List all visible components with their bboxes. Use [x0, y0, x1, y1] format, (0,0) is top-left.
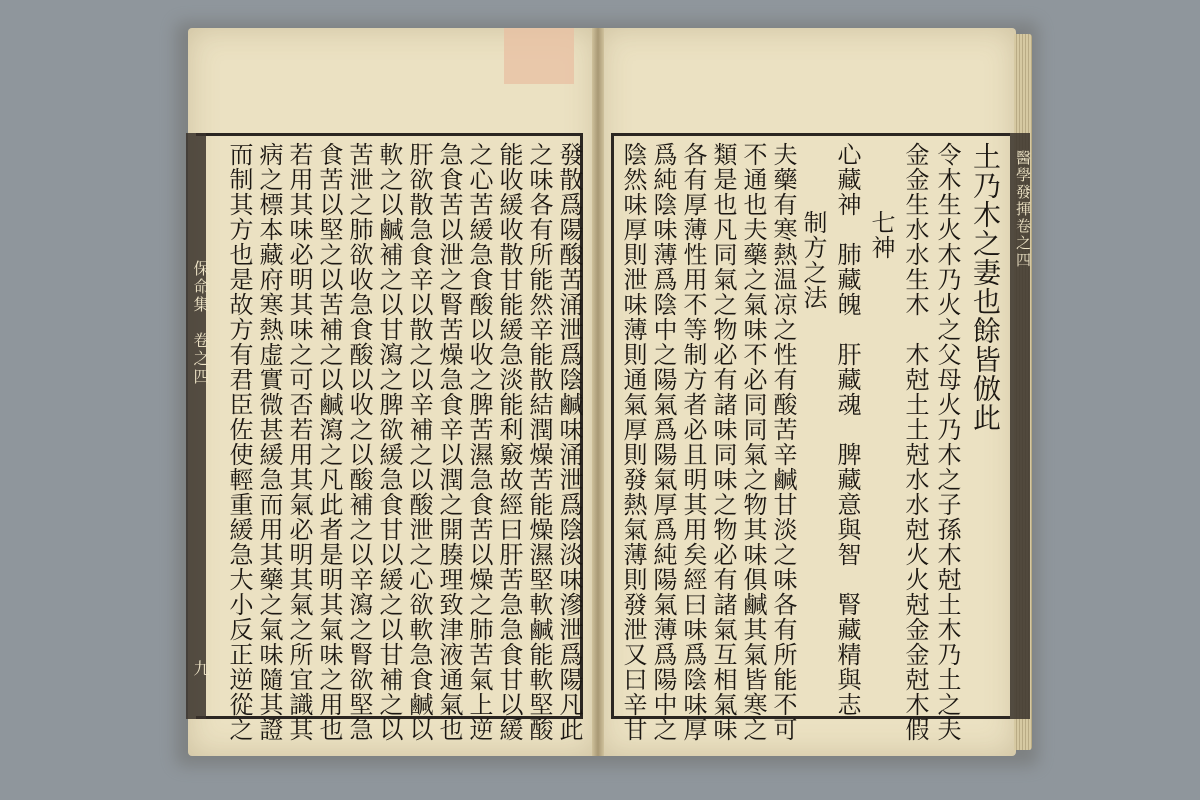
- book-spine: [592, 28, 604, 756]
- left-col-7: 軟之以鹹補之以甘瀉之脾欲緩急食甘以緩之以甘補之以: [375, 142, 403, 742]
- left-col-2: 之味各有所能然辛能散結潤燥苦能燥濕堅軟鹹能軟堅酸: [525, 142, 553, 742]
- left-col-4: 之心苦緩急食酸以收之脾苦濕急食苦以燥之肺苦氣上逆: [465, 142, 493, 742]
- left-page-center-strip: [186, 133, 206, 719]
- left-col-5: 急食苦以泄之腎苦燥急食辛以潤之開腠理致津液通氣也: [435, 142, 463, 742]
- right-col-5: 心藏神 肺藏魄 肝藏魂 脾藏意與智 腎藏精與志: [833, 142, 861, 717]
- left-col-10: 若用其味必明其味之可否若用其氣必明其氣之所宜識其: [285, 142, 313, 742]
- left-banxin-title: 保命集 卷之四: [191, 260, 210, 386]
- left-col-1: 發散爲陽酸苦涌泄爲陰鹹味涌泄爲陰淡味滲泄爲陽凡此: [555, 142, 583, 742]
- right-col-8: 不通也夫藥之氣味不必同同氣之物其味俱鹹其氣皆寒之: [739, 142, 767, 742]
- left-col-6: 肝欲散急食辛以散之以辛補之以酸泄之心欲軟急食鹹以: [405, 142, 433, 742]
- left-folio-number: 九: [191, 660, 210, 678]
- right-col-1: 土乃木之妻也餘皆倣此: [969, 142, 1002, 432]
- right-col-2: 令木生火木乃火之父母火乃木之子孫木尅土木乃土之夫: [933, 142, 961, 742]
- left-col-8: 苦泄之肺欲收急食酸以收之以酸補之以辛瀉之腎欲堅急: [345, 142, 373, 742]
- right-col-6: 制方之法: [799, 210, 827, 310]
- left-col-3: 能收緩收散甘能緩急淡能利竅故經曰肝苦急急食甘以緩: [495, 142, 523, 742]
- left-col-9: 食苦以堅之以苦補之以鹹瀉之凡此者是明其氣味之用也: [315, 142, 343, 742]
- right-col-9: 類是也凡同氣之物必有諸味同味之物必有諸氣互相氣味: [709, 142, 737, 742]
- left-col-11: 病之標本藏府寒熱虚實微甚緩急而用其藥之氣味隨其證: [255, 142, 283, 742]
- library-seal: [504, 28, 574, 84]
- right-col-4: 七神: [867, 210, 895, 260]
- right-col-11: 爲純陰味薄爲陰中之陽氣爲陽氣厚爲純陽氣薄爲陽中之: [649, 142, 677, 742]
- left-col-12: 而制其方也是故方有君臣佐使輕重緩急大小反正逆從之: [225, 142, 253, 742]
- right-col-12: 陰然味厚則泄味薄則通氣厚則發熱氣薄則發泄又曰辛甘: [619, 142, 647, 742]
- right-col-10: 各有厚薄性用不等制方者必且明其用矣經曰味爲陰味厚: [679, 142, 707, 742]
- right-col-7: 夫藥有寒熱温凉之性有酸苦辛鹹甘淡之味各有所能不可: [769, 142, 797, 742]
- right-banxin-title: 醫學發揮卷之四: [1014, 150, 1032, 269]
- right-col-3: 金金生水水生木 木尅土土尅水水尅火火尅金金尅木假: [901, 142, 929, 742]
